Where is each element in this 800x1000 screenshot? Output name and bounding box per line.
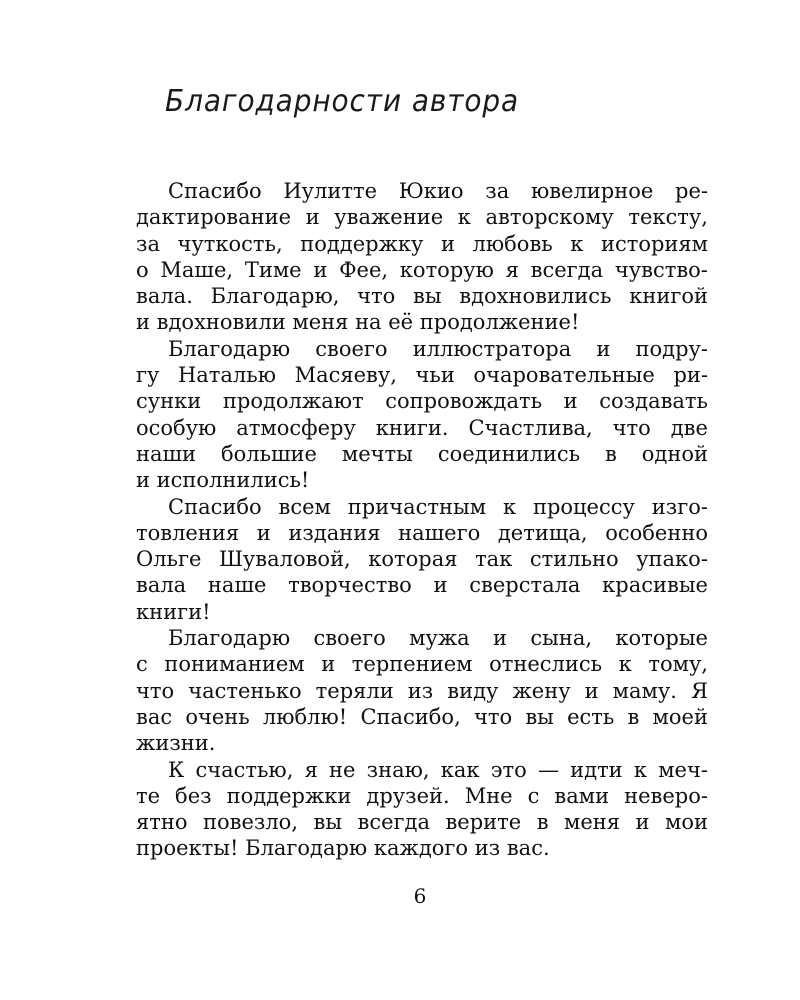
text-line: те без поддержки друзей. Мне с вами неверо- <box>136 783 708 808</box>
body-text <box>136 178 708 862</box>
text-line: жизни. <box>136 731 216 756</box>
paragraph <box>136 336 708 494</box>
paragraph <box>136 757 708 862</box>
text-line: с пониманием и терпением отнеслись к тому, <box>136 652 708 677</box>
paragraph <box>136 178 708 336</box>
text-line: и исполнились! <box>136 468 310 493</box>
text-line: что частенько теряли из виду жену и маму. Я <box>136 678 708 703</box>
text-line: вала наше творчество и сверстала красивые <box>136 573 708 598</box>
text-line: вала. Благодарю, что вы вдохновились книгой <box>136 284 708 309</box>
text-line: гу Наталью Масяеву, чьи очаровательные ри- <box>136 363 708 388</box>
text-line: К счастью, я не знаю, как это — идти к меч- <box>168 757 708 782</box>
text-line: Спасибо Иулитте Юкио за ювелирное ре- <box>168 179 708 203</box>
chapter-heading: Благодарности автора <box>165 84 520 119</box>
paragraph <box>136 494 708 625</box>
text-line: Спасибо всем причастным к процессу изго- <box>168 494 708 519</box>
text-line: вас очень люблю! Спасибо, что вы есть в моей <box>136 704 708 729</box>
text-line: особую атмосферу книги. Счастлива, что две <box>136 415 708 440</box>
text-line: книги! <box>136 599 211 624</box>
text-line: проекты! Благодарю каждого из вас. <box>136 836 550 861</box>
text-line: за чуткость, поддержку и любовь к историям <box>136 231 708 256</box>
text-line: дактирование и уважение к авторскому тексту, <box>136 205 708 230</box>
page-number: 6 <box>413 884 427 908</box>
text-line: и вдохновили меня на её продолжение! <box>136 310 580 335</box>
text-line: товления и издания нашего детища, особенно <box>136 520 708 545</box>
text-line: Благодарю своего иллюстратора и подру- <box>168 336 708 361</box>
text-line: сунки продолжают сопровождать и создавать <box>136 389 708 414</box>
paragraph <box>136 625 708 756</box>
text-line: Благодарю своего мужа и сына, которые <box>168 626 708 651</box>
text-line: ятно повезло, вы всегда верите в меня и мои <box>136 810 708 835</box>
text-line: о Маше, Тиме и Фее, которую я всегда чувство- <box>136 257 708 282</box>
text-line: Ольге Шуваловой, которая так стильно упако- <box>136 547 708 572</box>
text-line: наши большие мечты соединились в одной <box>136 441 708 466</box>
